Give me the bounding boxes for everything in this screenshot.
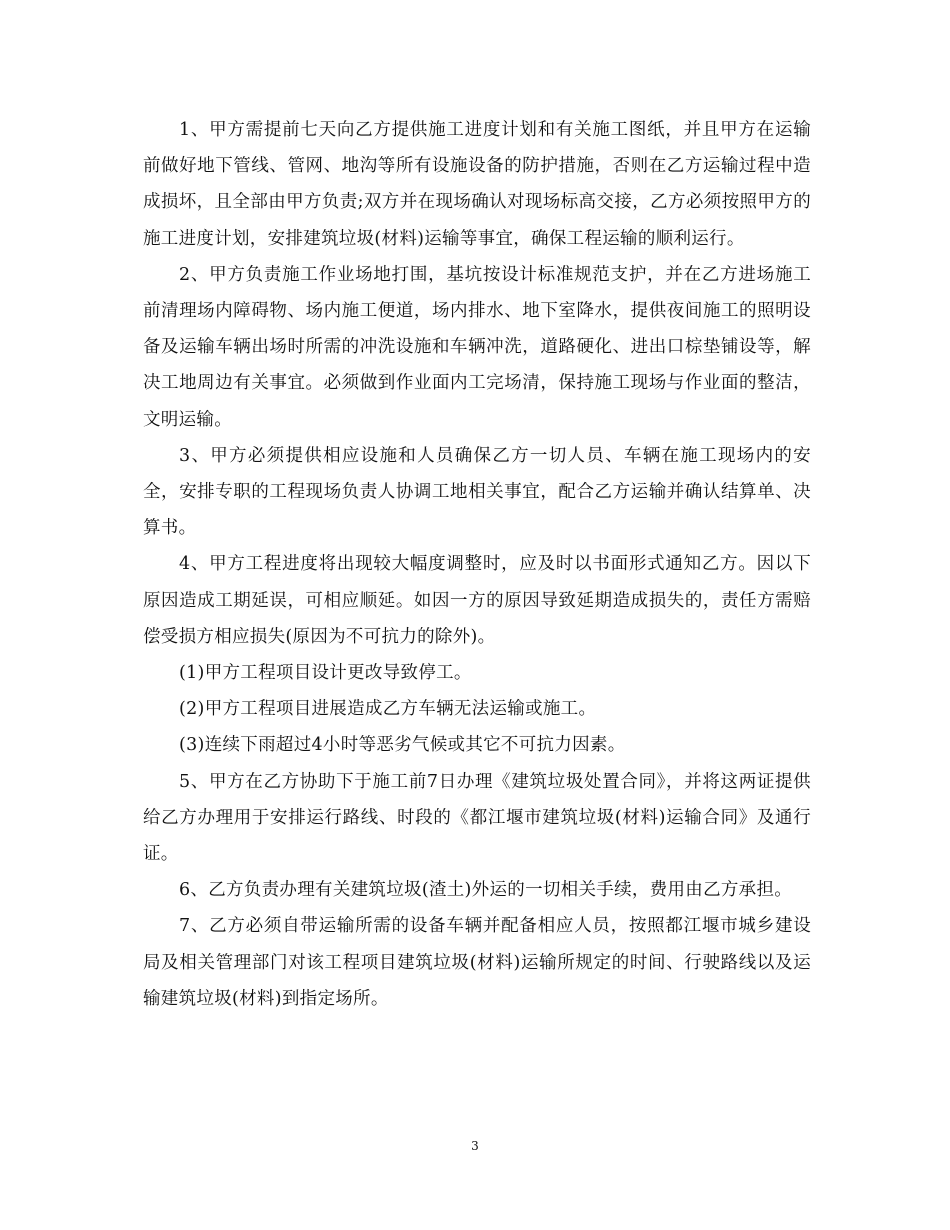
clause-3: 3、甲方必须提供相应设施和人员确保乙方一切人员、车辆在施工现场内的安全，安排专职的工程现场负责人协调工地相关事宜，配合乙方运输并确认结算单、决算书。: [143, 445, 811, 539]
clause-4: 4、甲方工程进度将出现较大幅度调整时，应及时以书面形式通知乙方。因以下原因造成工期延误，可相应顺延。如因一方的原因导致延期造成损失的，责任方需赔偿受损方相应损失(原因为不可抗力的除外)。: [143, 554, 811, 647]
clause-7: 7、乙方必须自带运输所需的设备车辆并配备相应人员，按照都江堰市城乡建设局及相关管理部门对该工程项目建筑垃圾(材料)运输所规定的时间、行驶路线以及运输建筑垃圾(材料)到指定场所。: [143, 916, 811, 1009]
clause-1: 1、甲方需提前七天向乙方提供施工进度计划和有关施工图纸，并且甲方在运输前做好地下管线、管网、地沟等所有设施设备的防护措施，否则在乙方运输过程中造成损坏，且全部由甲方负责;双方并在现场确认对现场标高交接，乙方必须按照甲方的施工进度计划，安排建筑垃圾(材料)运输等事宜，确保工程运输的顺利运行。: [143, 120, 811, 249]
clause-6: 6、乙方负责办理有关建筑垃圾(渣土)外运的一切相关手续，费用由乙方承担。: [179, 880, 793, 901]
clause-5: 5、甲方在乙方协助下于施工前7日办理《建筑垃圾处置合同》，并将这两证提供给乙方办理用于安排运行路线、时段的《都江堰市建筑垃圾(材料)运输合同》及通行证。: [143, 771, 811, 865]
document-body: [143, 112, 811, 1017]
clause-4-item-2: (2)甲方工程项目进展造成乙方车辆无法运输或施工。: [179, 699, 597, 720]
clause-4-item-3: (3)连续下雨超过4小时等恶劣气候或其它不可抗力因素。: [179, 735, 626, 756]
page-number: 3: [471, 1139, 479, 1153]
clause-2: 2、甲方负责施工作业场地打围，基坑按设计标准规范支护，并在乙方进场施工前清理场内障碍物、场内施工便道，场内排水、地下室降水，提供夜间施工的照明设备及运输车辆出场时所需的冲洗设施和车辆冲洗，道路硬化、进出口棕垫铺设等，解决工地周边有关事宜。必须做到作业面内工完场清，保持施工现场与作业面的整洁，文明运输。: [143, 264, 811, 430]
clause-4-item-1: (1)甲方工程项目设计更改导致停工。: [179, 663, 472, 684]
